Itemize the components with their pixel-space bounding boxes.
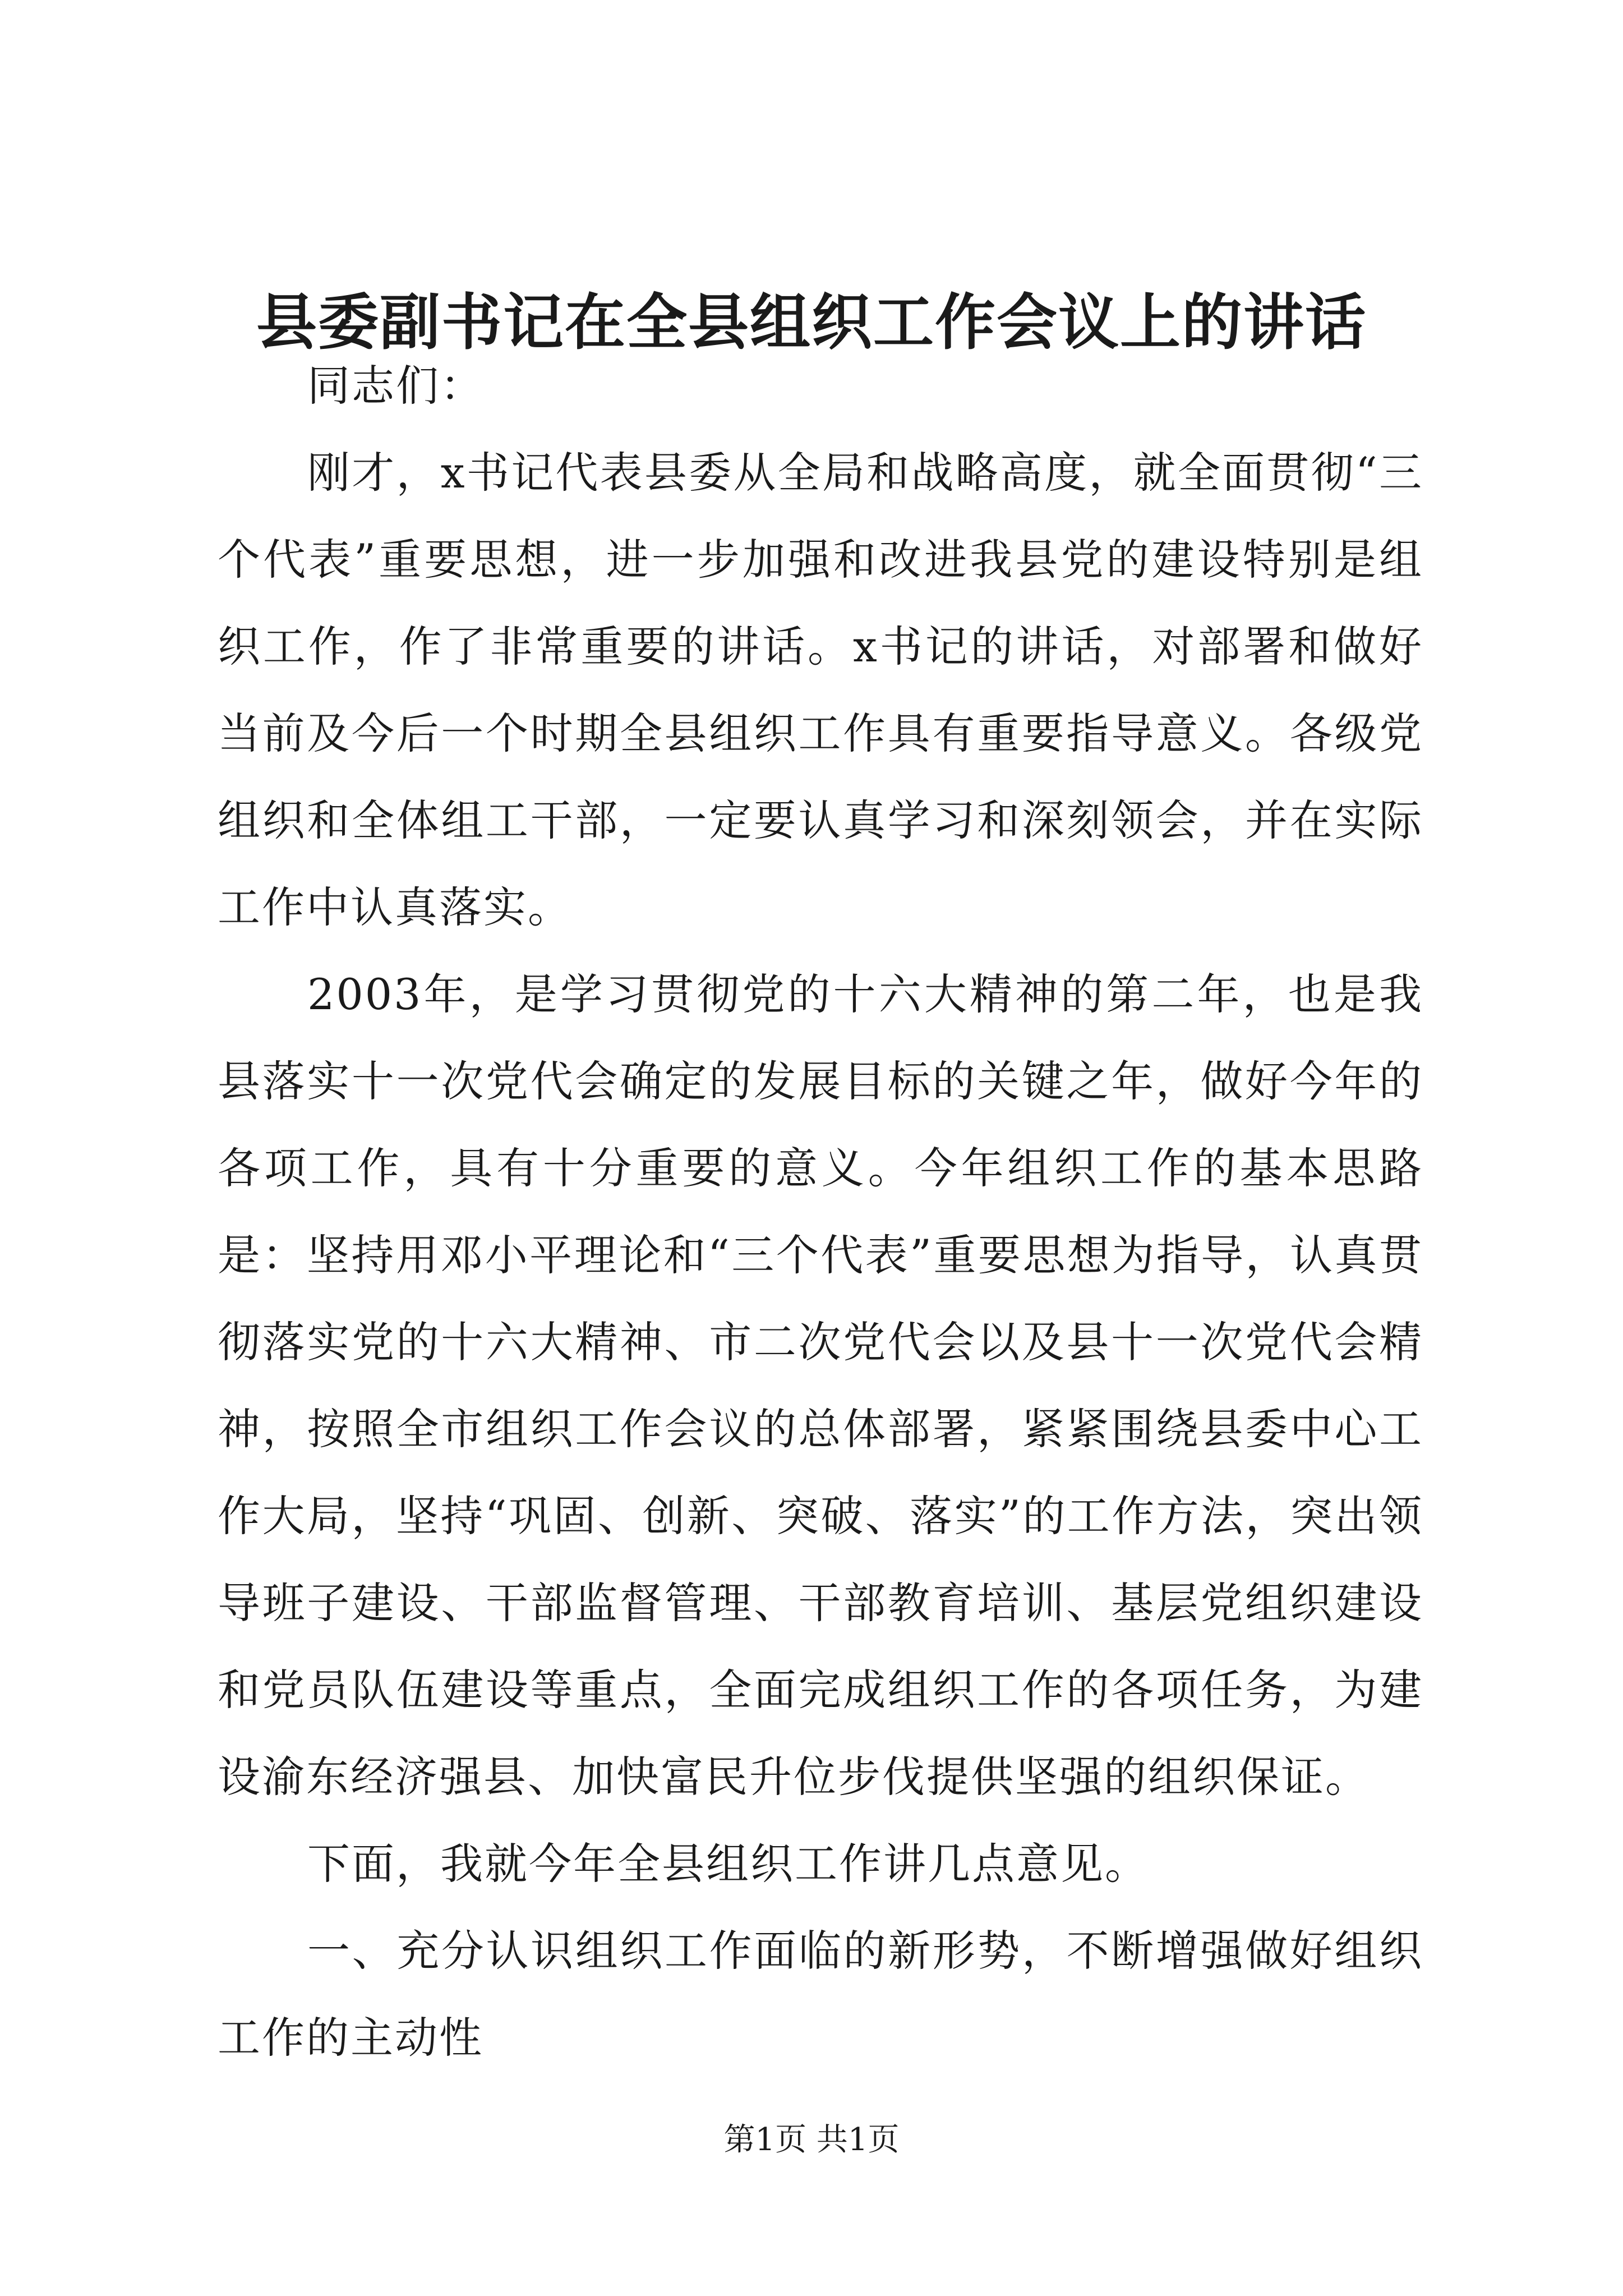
document-body (218, 342, 1423, 2081)
section-heading: 一、充分认识组织工作面临的新形势，不断增强做好组织工作的主动性 (218, 1926, 1423, 2063)
body-paragraph: 下面，我就今年全县组织工作讲几点意见。 (307, 1839, 1149, 1889)
body-paragraph: 2003年，是学习贯彻党的十六大精神的第二年，也是我县落实十一次党代会确定的发展目标的关键之年，做好今年的各项工作，具有十分重要的意义。今年组织工作的基本思路是：坚持用邓小平理论和“三个代表”重要思想为指导，认真贯彻落实党的十六大精神、市二次党代会以及县十一次党代会精神，按照全市组织工作会议的总体部署，紧紧围绕县委中心工作大局，坚持“巩固、创新、突破、落实”的工作方法，突出领导班子建设、干部监督管理、干部教育培训、基层党组织建设和党员队伍建设等重点，全面完成组织工作的各项任务，为建设渝东经济强县、加快富民升位步伐提供坚强的组织保证。 (218, 969, 1423, 1802)
page-footer: 第1页 共1页 (723, 2122, 900, 2158)
document-title: 县委副书记在全县组织工作会议上的讲话 (256, 287, 1367, 358)
body-paragraph: 刚才，x书记代表县委从全局和战略高度，就全面贯彻“三个代表”重要思想，进一步加强和改进我县党的建设特别是组织工作，作了非常重要的讲话。x书记的讲话，对部署和做好当前及今后一个时期全县组织工作具有重要指导意义。各级党组织和全体组工干部，一定要认真学习和深刻领会，并在实际工作中认真落实。 (218, 448, 1423, 932)
salutation-paragraph: 同志们： (307, 361, 485, 411)
